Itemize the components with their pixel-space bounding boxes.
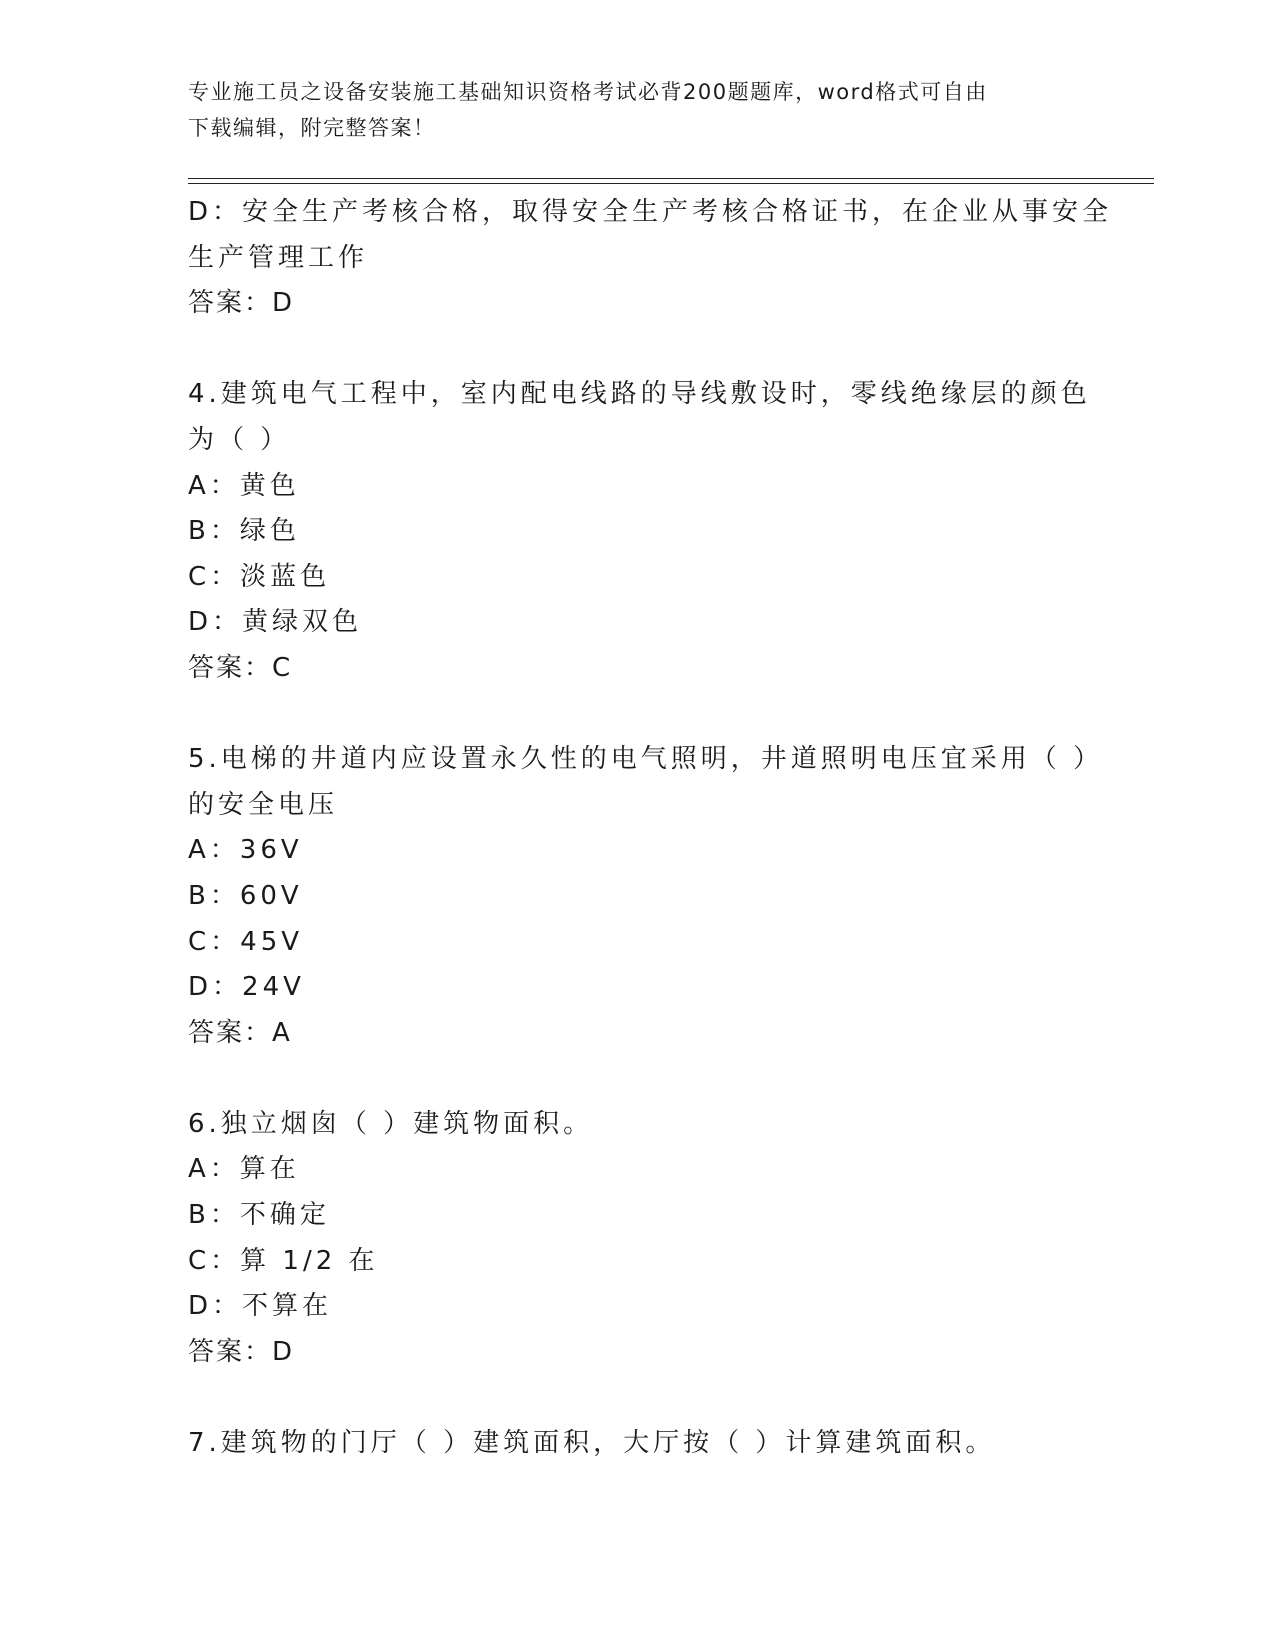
option-b: B：不确定 [188, 1200, 330, 1231]
option-a: A：黄色 [188, 470, 300, 501]
question-3-fragment [188, 190, 1113, 327]
question-4 [188, 372, 1091, 691]
option-d: D：黄绿双色 [188, 607, 363, 638]
question-stem-line-1: 5.电梯的井道内应设置永久性的电气照明，井道照明电压宜采用（ ） [188, 744, 1104, 775]
answer-text: 答案：A [188, 1017, 292, 1048]
question-stem-line-2: 为（ ） [188, 424, 291, 455]
question-content [188, 190, 1113, 1467]
answer-text: 答案：D [188, 288, 295, 319]
option-c: C：淡蓝色 [188, 561, 331, 592]
header-divider-bottom [188, 183, 1154, 184]
option-d: D：不算在 [188, 1291, 333, 1322]
answer-text: 答案：C [188, 652, 293, 683]
spacer [188, 1375, 1088, 1421]
spacer [188, 1056, 1088, 1102]
question-5 [188, 737, 1104, 1056]
spacer [188, 692, 1088, 738]
option-c: C：算 1/2 在 [188, 1245, 379, 1276]
header-divider-top [188, 178, 1154, 179]
question-stem-line-2: 的安全电压 [188, 789, 339, 820]
question-7 [188, 1421, 1088, 1467]
option-d-line-1: D：安全生产考核合格，取得安全生产考核合格证书，在企业从事安全 [188, 197, 1113, 227]
option-b: B：绿色 [188, 516, 300, 547]
option-b: B：60V [188, 880, 303, 911]
document-header [188, 74, 1068, 146]
option-d: D：24V [188, 972, 305, 1003]
spacer [188, 327, 1088, 373]
question-6 [188, 1102, 1088, 1376]
option-a: A：算在 [188, 1154, 300, 1185]
option-c: C：45V [188, 926, 304, 957]
question-stem-line-1: 7.建筑物的门厅（ ）建筑面积，大厅按（ ）计算建筑面积。 [188, 1428, 996, 1459]
question-stem-line-1: 6.独立烟囱（ ）建筑物面积。 [188, 1108, 594, 1139]
option-d-line-2: 生产管理工作 [188, 242, 369, 273]
question-stem-line-1: 4.建筑电气工程中，室内配电线路的导线敷设时，零线绝缘层的颜色 [188, 379, 1091, 410]
option-a: A：36V [188, 835, 303, 866]
header-line-1: 专业施工员之设备安装施工基础知识资格考试必背200题题库，word格式可自由 [188, 80, 988, 104]
header-line-2: 下载编辑，附完整答案！ [188, 116, 436, 140]
answer-text: 答案：D [188, 1336, 295, 1367]
